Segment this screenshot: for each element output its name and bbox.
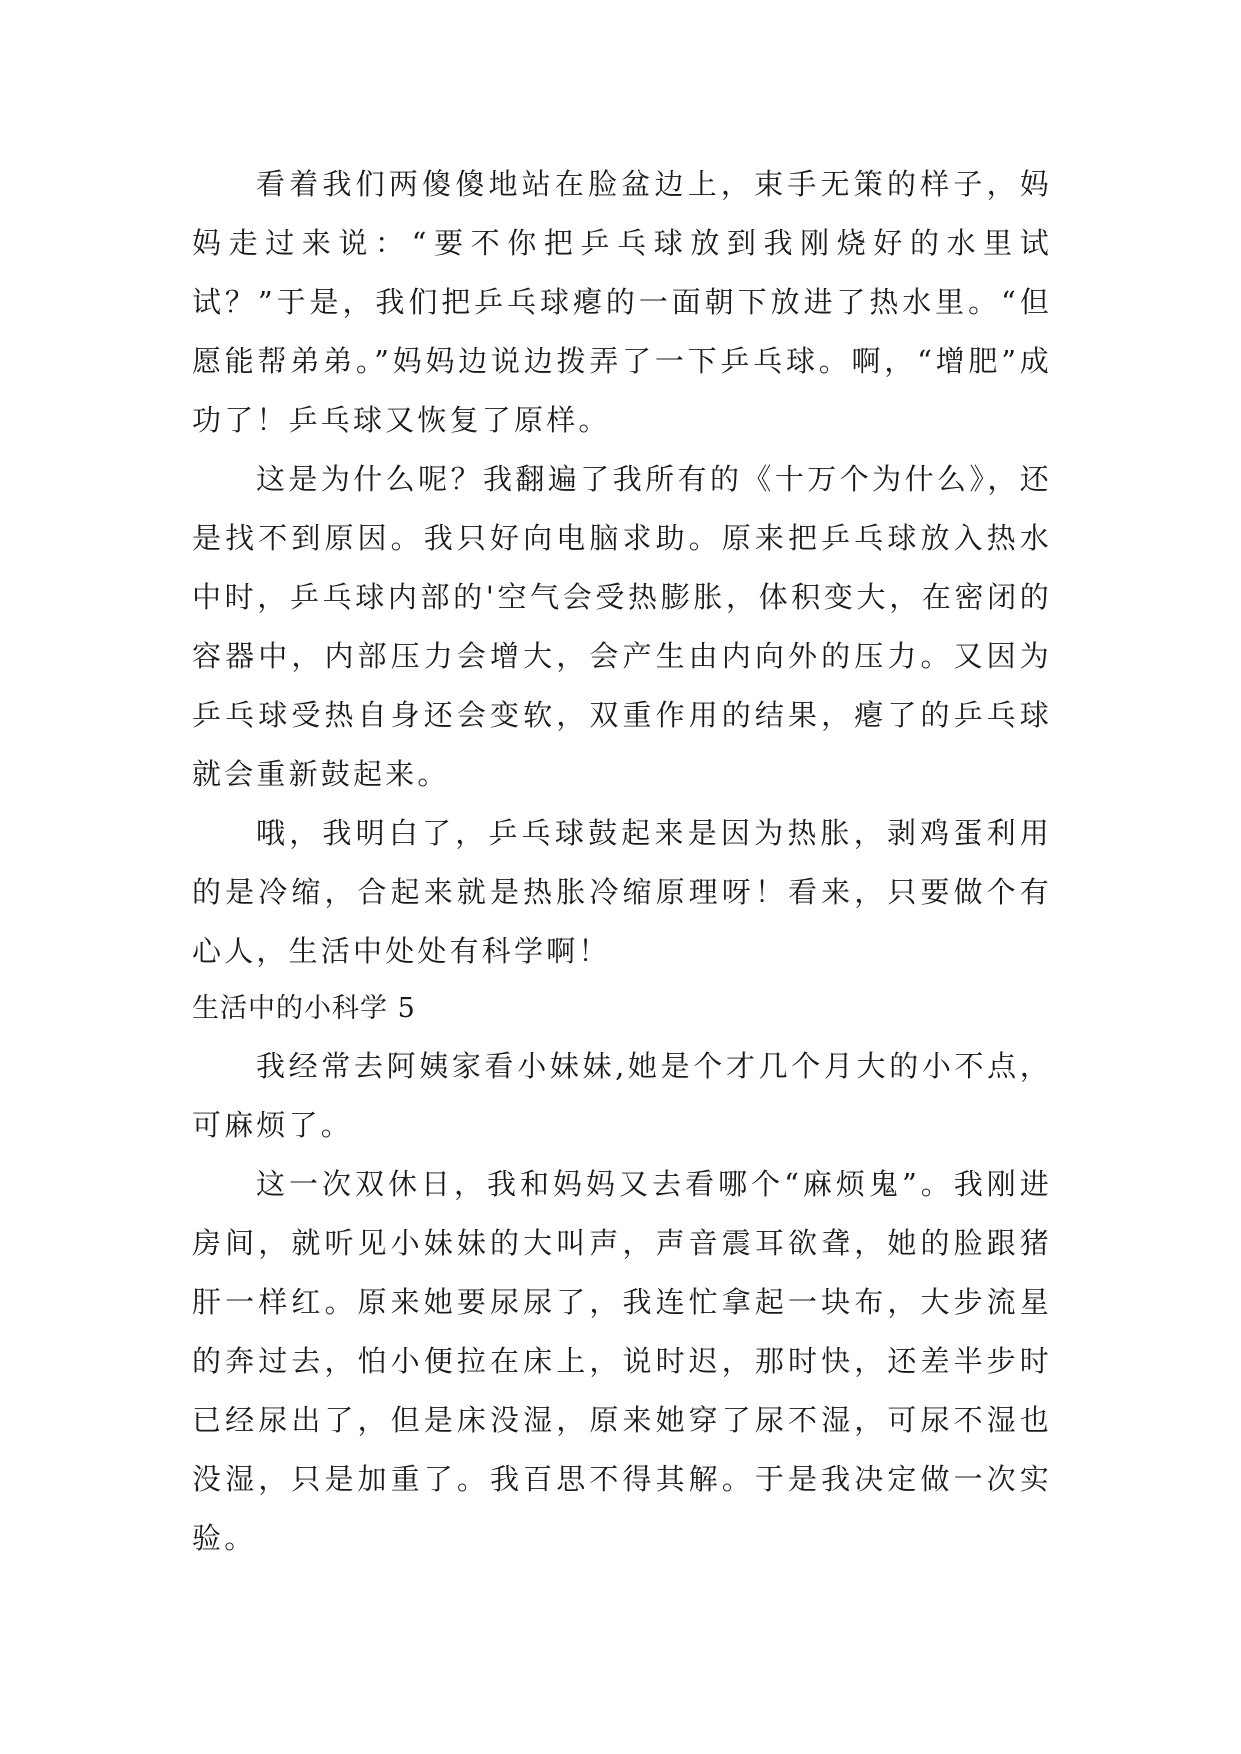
paragraph-ping-pong-hot-water: 看着我们两傻傻地站在脸盆边上，束手无策的样子，妈妈走过来说：“要不你把乒乓球放到我刚烧好的水里试试？”于是，我们把乒乓球瘪的一面朝下放进了热水里。“但愿能帮弟弟。”妈妈边说边拨弄了一下乒乓球。啊，“增肥”成功了！乒乓球又恢复了原样。	[192, 167, 1052, 437]
paragraph-thermal-expansion-conclusion: 哦，我明白了，乒乓球鼓起来是因为热胀，剥鸡蛋利用的是冷缩，合起来就是热胀冷缩原理呀！看来，只要做个有心人，生活中处处有科学啊！	[192, 816, 1052, 968]
paragraph-visit-little-sister: 我经常去阿姨家看小妹妹,她是个才几个月大的小不点，可麻烦了。	[192, 1049, 1052, 1142]
paragraph-why-explanation: 这是为什么呢？我翻遍了我所有的《十万个为什么》，还是找不到原因。我只好向电脑求助。原来把乒乓球放入热水中时，乒乓球内部的'空气会受热膨胀，体积变大，在密闭的容器中，内部压力会增大，会产生由内向外的压力。又因为乒乓球受热自身还会变软，双重作用的结果，瘪了的乒乓球就会重新鼓起来。	[192, 462, 1052, 791]
document-page	[192, 155, 1052, 1568]
paragraph-diaper-experiment: 这一次双休日，我和妈妈又去看哪个“麻烦鬼”。我刚进房间，就听见小妹妹的大叫声，声音震耳欲聋，她的脸跟猪肝一样红。原来她要尿尿了，我连忙拿起一块布，大步流星的奔过去，怕小便拉在床上，说时迟，那时快，还差半步时已经尿出了，但是床没湿，原来她穿了尿不湿，可尿不湿也没湿，只是加重了。我百思不得其解。于是我决定做一次实验。	[192, 1167, 1052, 1555]
section-title: 生活中的小科学 5	[192, 993, 416, 1024]
